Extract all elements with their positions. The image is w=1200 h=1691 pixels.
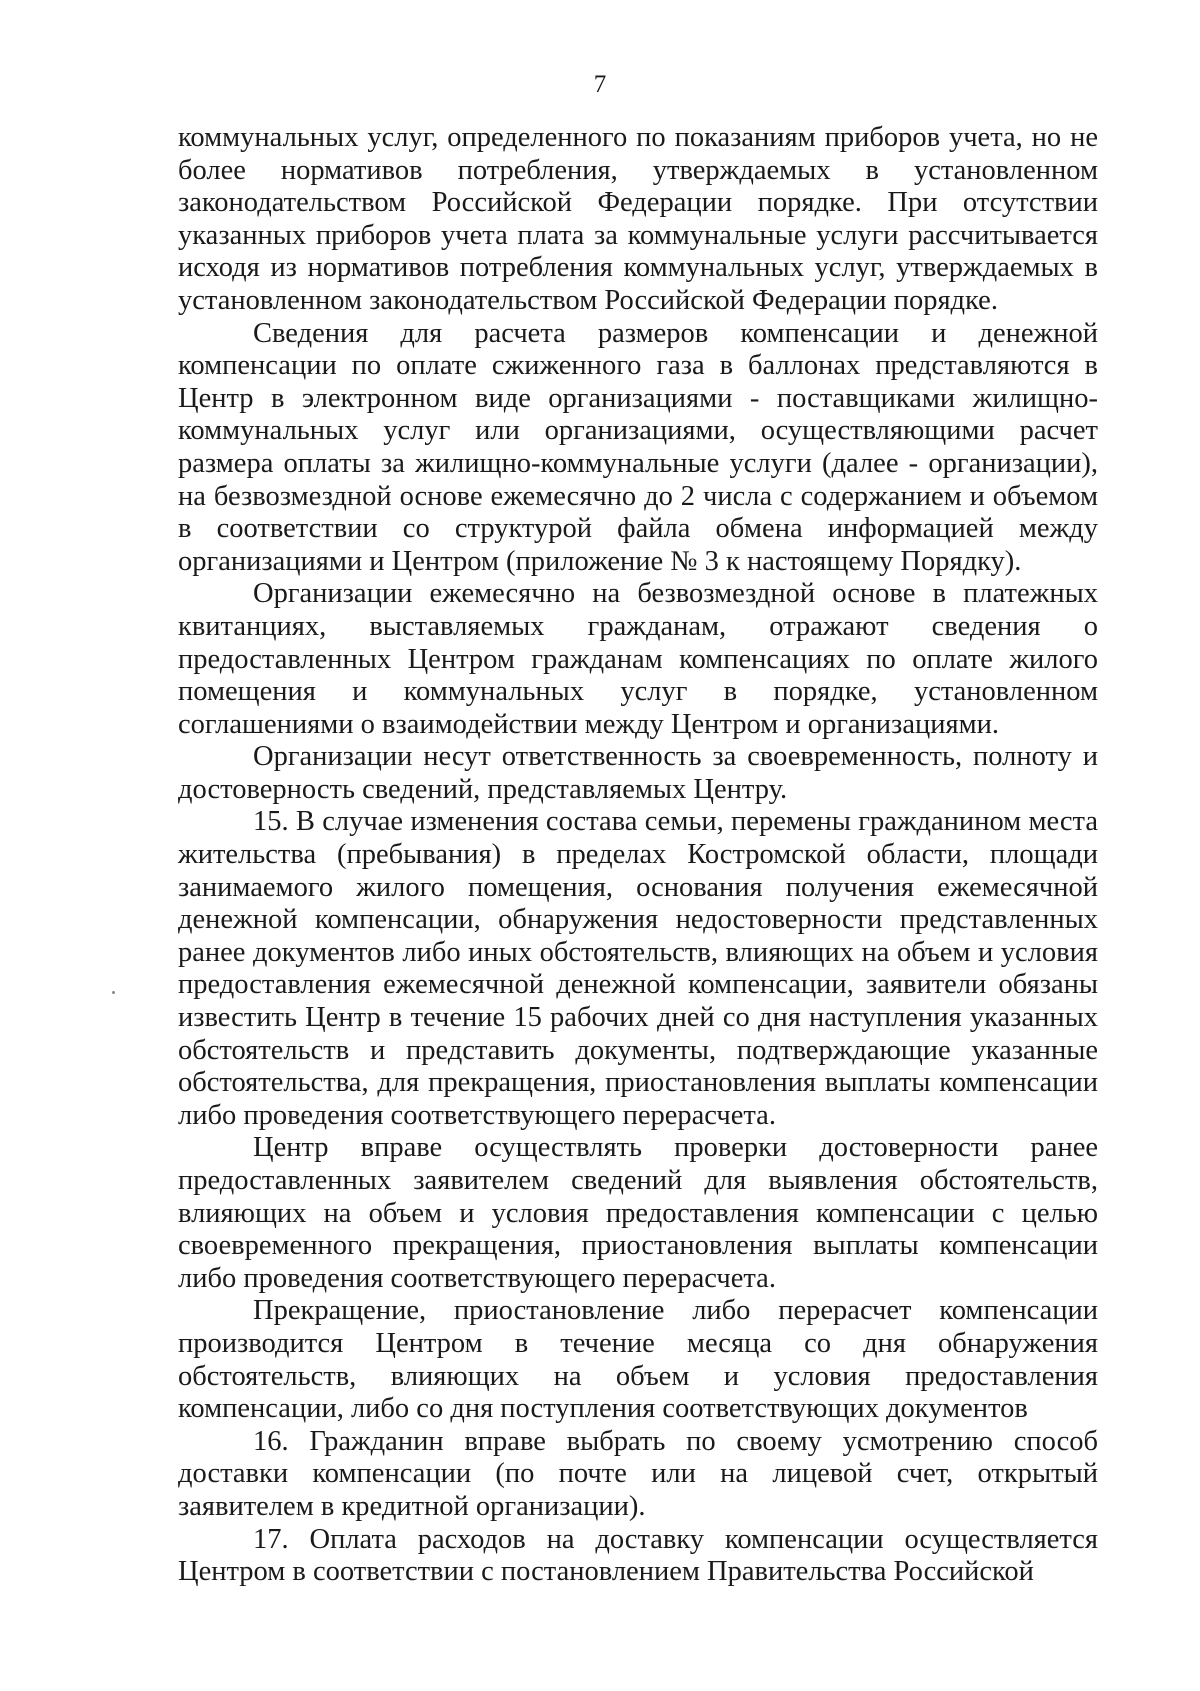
paragraph-verification: Центр вправе осуществлять проверки достоверности ранее предоставленных заявителем сведений для выявления обстоятельств, влияющих на объем и условия предоставления компенсации с целью своевременного прекращения, приостановления выплаты компенсации либо проведения соответствующего перерасчета. [178,1132,1098,1294]
document-body [178,122,1098,1589]
scan-speck [112,991,115,994]
paragraph-clause-15: 15. В случае изменения состава семьи, перемены гражданином места жительства (пребывания) в пределах Костромской области, площади занимаемого жилого помещения, основания получения ежемесячной денежной компенсации, обнаружения недостоверности представленных ранее документов либо иных обстоятельств, влияющих на объем и условия предоставления ежемесячной денежной компенсации, заявители обязаны известить Центр в течение 15 рабочих дней со дня наступления указанных обстоятельств и представить документы, подтверждающие указанные обстоятельства, для прекращения, приостановления выплаты компенсации либо проведения соответствующего перерасчета. [178,806,1098,1131]
paragraph-payment-receipts: Организации ежемесячно на безвозмездной основе в платежных квитанциях, выставляемых гражданам, отражают сведения о предоставленных Центром гражданам компенсациях по оплате жилого помещения и коммунальных услуг в порядке, установленном соглашениями о взаимодействии между Центром и организациями. [178,578,1098,740]
paragraph-responsibility: Организации несут ответственность за своевременность, полноту и достоверность сведений, представляемых Центру. [178,741,1098,805]
paragraph-termination: Прекращение, приостановление либо перерасчет компенсации производится Центром в течение месяца со дня обнаружения обстоятельств, влияющих на объем и условия предоставления компенсации, либо со дня поступления соответствующих документов [178,1295,1098,1425]
paragraph-clause-16: 16. Гражданин вправе выбрать по своему усмотрению способ доставки компенсации (по почте или на лицевой счет, открытый заявителем в кредитной организации). [178,1425,1098,1522]
paragraph-continuation: коммунальных услуг, определенного по показаниям приборов учета, но не более нормативов потребления, утверждаемых в установленном законодательством Российской Федерации порядке. При отсутствии указанных приборов учета плата за коммунальные услуги рассчитывается исходя из нормативов потребления коммунальных услуг, утверждаемых в установленном законодательством Российской Федерации порядке. [178,122,1098,316]
paragraph-clause-17: 17. Оплата расходов на доставку компенсации осуществляется Центром в соответствии с постановлением Правительства Российской [178,1523,1098,1588]
paragraph-data-submission: Сведения для расчета размеров компенсации и денежной компенсации по оплате сжиженного газа в баллонах представляются в Центр в электронном виде организациями - поставщиками жилищно-коммунальных услуг или организациями, осуществляющими расчет размера оплаты за жилищно-коммунальные услуги (далее - организации), на безвозмездной основе ежемесячно до 2 числа с содержанием и объемом в соответствии со структурой файла обмена информацией между организациями и Центром (приложение № 3 к настоящему Порядку). [178,317,1098,577]
page-number: 7 [593,71,607,98]
